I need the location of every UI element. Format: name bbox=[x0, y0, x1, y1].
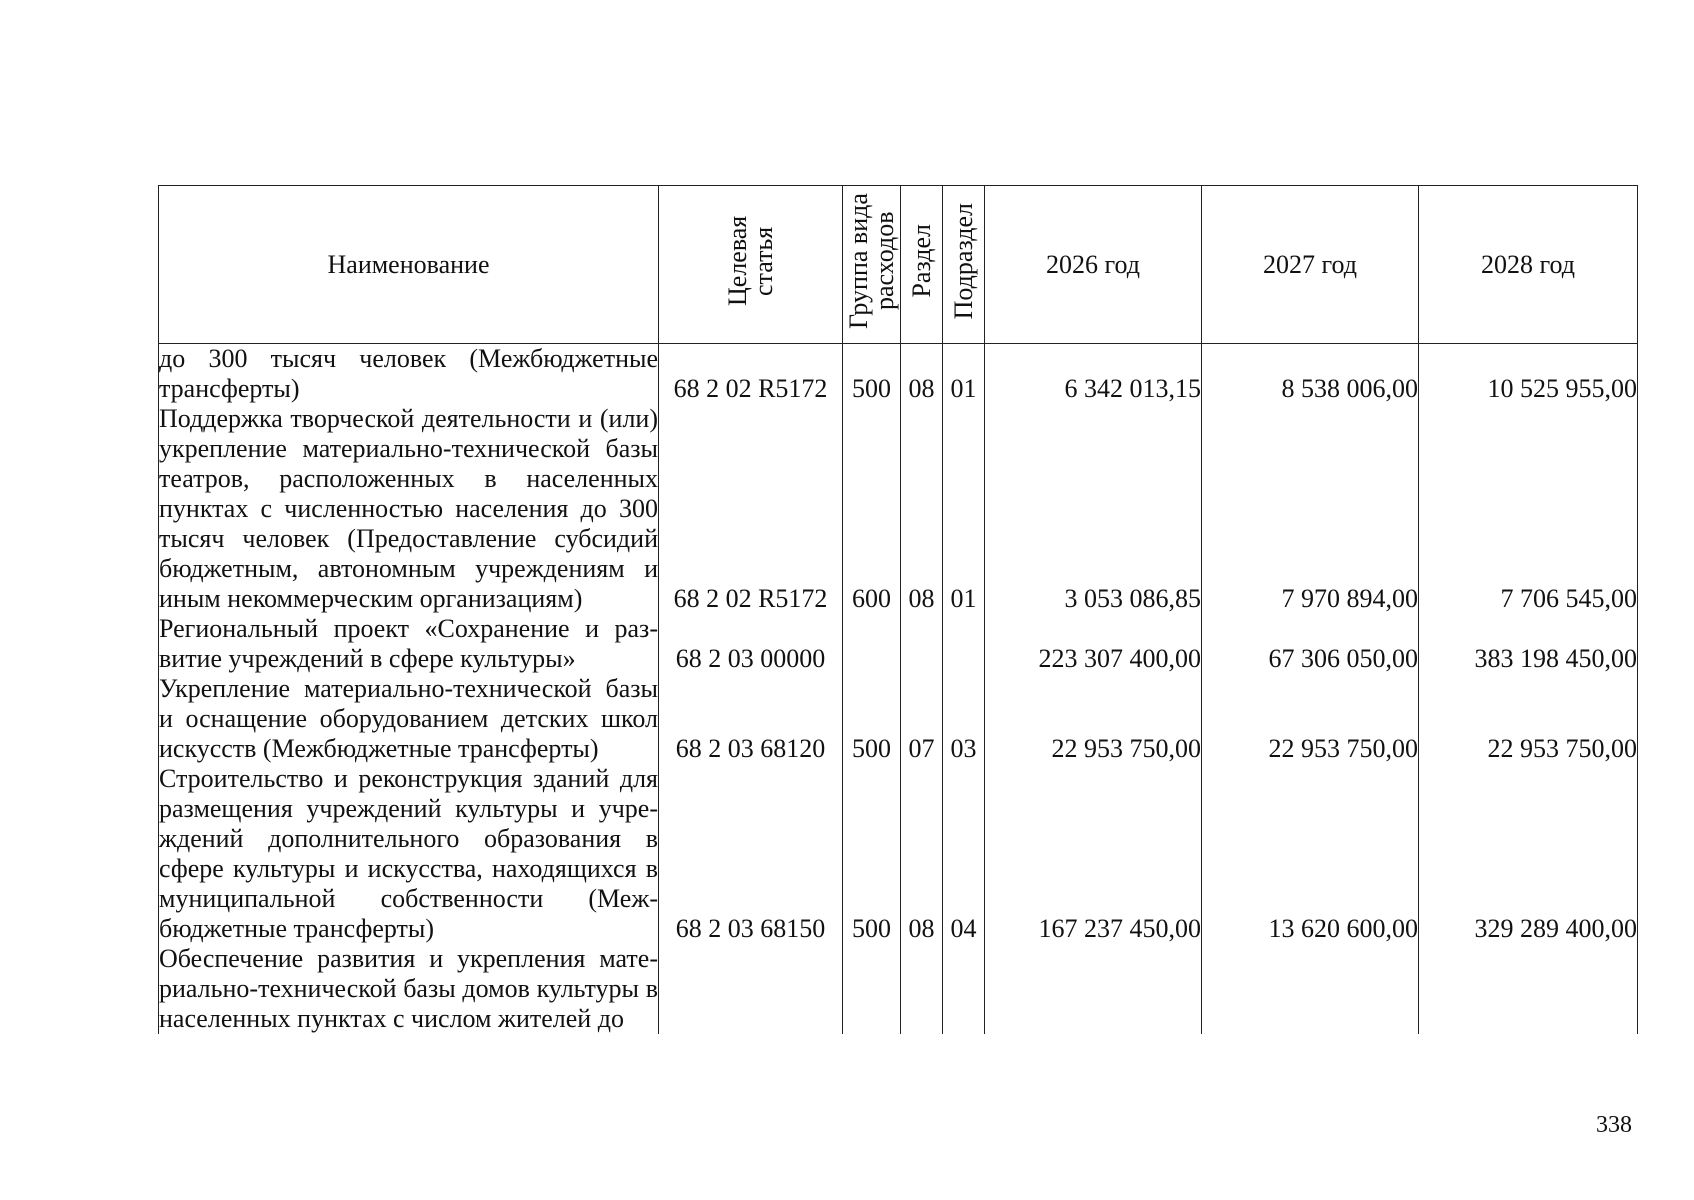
header-subsection: Подраздел bbox=[943, 186, 985, 344]
row-name: Укрепление материально-технической базы и оснащение оборудованием детских школ искусств (Межбюджетные трансферты) bbox=[159, 674, 658, 763]
row-section bbox=[901, 944, 943, 1034]
row-2028: 329 289 400,00 bbox=[1419, 764, 1638, 944]
row-2028: 7 706 545,00 bbox=[1419, 404, 1638, 614]
row-2028: 22 953 750,00 bbox=[1419, 674, 1638, 764]
row-subsection: 01 bbox=[943, 404, 985, 614]
row-2026: 3 053 086,85 bbox=[985, 404, 1202, 614]
row-name: до 300 тысяч человек (Межбюджетные трансферты) bbox=[159, 344, 658, 403]
table-header-row bbox=[159, 186, 1638, 344]
row-2027: 8 538 006,00 bbox=[1202, 344, 1419, 405]
table-row bbox=[159, 764, 1638, 944]
row-target: 68 2 03 68120 bbox=[659, 674, 843, 764]
row-subsection bbox=[943, 944, 985, 1034]
row-2027: 22 953 750,00 bbox=[1202, 674, 1419, 764]
row-target: 68 2 02 R5172 bbox=[659, 344, 843, 405]
header-2028: 2028 год bbox=[1419, 186, 1638, 344]
budget-table bbox=[158, 185, 1638, 1034]
table-row bbox=[159, 614, 1638, 674]
table-row bbox=[159, 944, 1638, 1034]
row-group: 500 bbox=[843, 674, 901, 764]
row-2028 bbox=[1419, 944, 1638, 1034]
row-section bbox=[901, 614, 943, 674]
header-2027: 2027 год bbox=[1202, 186, 1419, 344]
row-subsection bbox=[943, 614, 985, 674]
row-2028: 10 525 955,00 bbox=[1419, 344, 1638, 405]
row-section: 08 bbox=[901, 344, 943, 405]
row-target: 68 2 03 68150 bbox=[659, 764, 843, 944]
row-subsection: 03 bbox=[943, 674, 985, 764]
row-target: 68 2 02 R5172 bbox=[659, 404, 843, 614]
row-name: Региональный проект «Сохранение и развитие учреждений в сфере культуры» bbox=[159, 614, 658, 673]
table-row bbox=[159, 674, 1638, 764]
row-2027: 67 306 050,00 bbox=[1202, 614, 1419, 674]
row-subsection: 04 bbox=[943, 764, 985, 944]
header-name: Наименование bbox=[159, 186, 659, 344]
row-name: Обеспечение развития и укрепления материально-технической базы домов культуры в населенных пунктах с числом жителей до bbox=[159, 944, 658, 1033]
header-2026: 2026 год bbox=[985, 186, 1202, 344]
row-name: Строительство и реконструкция зданий для размещения учреждений культуры и учреждений дополнительного образования в сфере культуры и искусства, находящихся в муниципальной собственности (Межбюджетные трансферты) bbox=[159, 764, 658, 943]
row-2026: 6 342 013,15 bbox=[985, 344, 1202, 405]
header-section: Раздел bbox=[901, 186, 943, 344]
row-name: Поддержка творческой деятельности и (или) укрепление материально-технической базы театров, расположенных в населенных пунктах с численностью населения до 300 тысяч человек (Предоставление субсидий бюджетным, автономным учреждениям и иным некоммерческим организациям) bbox=[159, 404, 658, 613]
row-target bbox=[659, 944, 843, 1034]
row-group bbox=[843, 614, 901, 674]
row-2028: 383 198 450,00 bbox=[1419, 614, 1638, 674]
page-number: 338 bbox=[1596, 1112, 1632, 1138]
row-subsection: 01 bbox=[943, 344, 985, 405]
header-target: Целевая статья bbox=[659, 186, 843, 344]
row-group: 500 bbox=[843, 764, 901, 944]
table-row bbox=[159, 404, 1638, 614]
header-group: Группа вида расходов bbox=[843, 186, 901, 344]
row-group bbox=[843, 944, 901, 1034]
row-section: 07 bbox=[901, 674, 943, 764]
row-2026: 223 307 400,00 bbox=[985, 614, 1202, 674]
row-2027: 7 970 894,00 bbox=[1202, 404, 1419, 614]
row-section: 08 bbox=[901, 404, 943, 614]
row-2027: 13 620 600,00 bbox=[1202, 764, 1419, 944]
row-2026: 167 237 450,00 bbox=[985, 764, 1202, 944]
table-row bbox=[159, 344, 1638, 405]
row-section: 08 bbox=[901, 764, 943, 944]
row-2026: 22 953 750,00 bbox=[985, 674, 1202, 764]
row-group: 600 bbox=[843, 404, 901, 614]
row-target: 68 2 03 00000 bbox=[659, 614, 843, 674]
row-2026 bbox=[985, 944, 1202, 1034]
row-group: 500 bbox=[843, 344, 901, 405]
row-2027 bbox=[1202, 944, 1419, 1034]
